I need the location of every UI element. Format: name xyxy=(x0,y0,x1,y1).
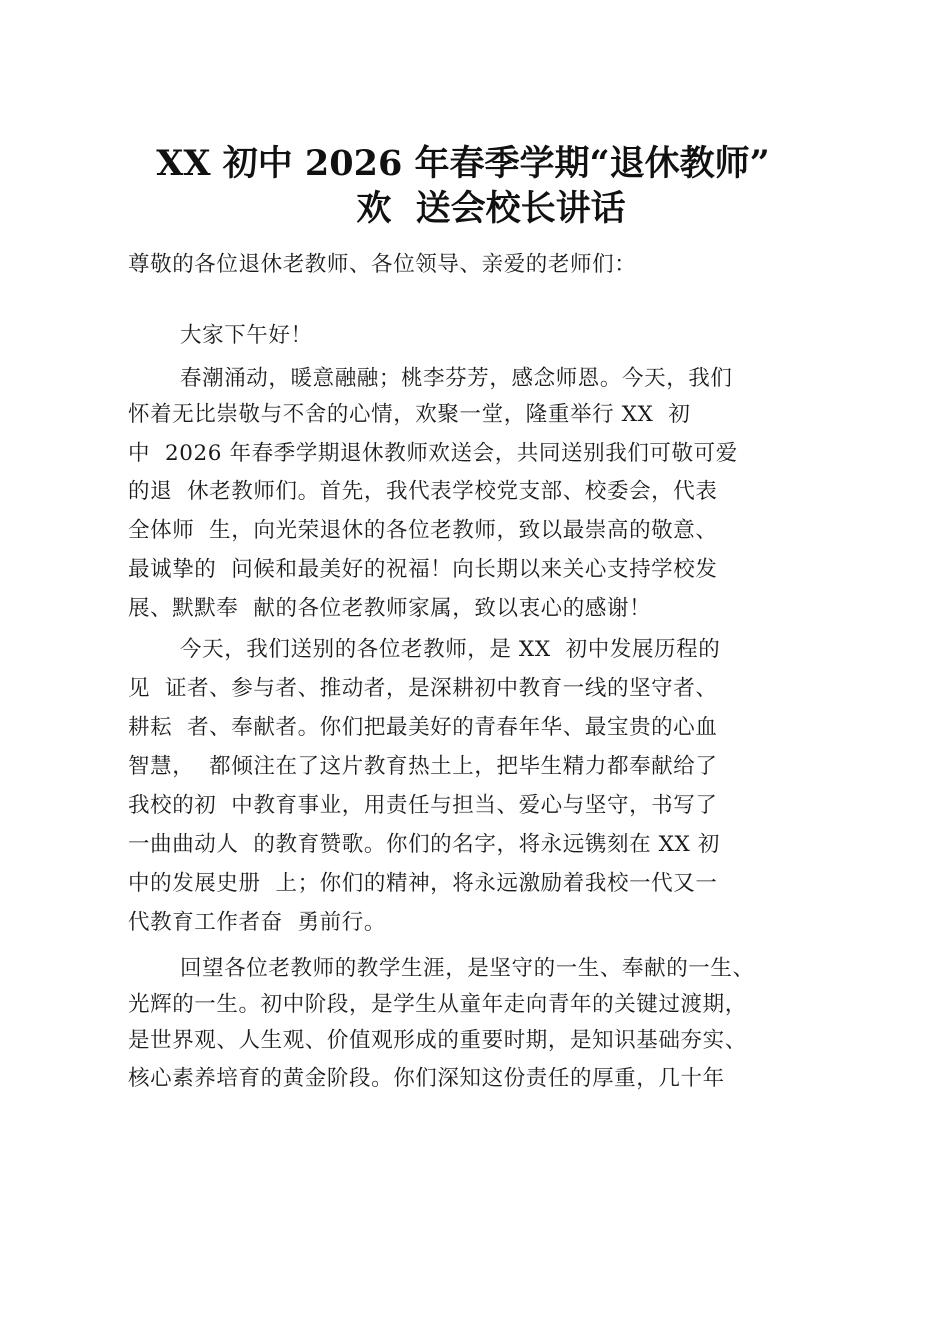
body-text-line: 怀着无比崇敬与不舍的心情，欢聚一堂，隆重举行 XX 初 xyxy=(128,402,691,427)
body-text-line: 中 2026 年春季学期退休教师欢送会，共同送别我们可敬可爱 xyxy=(128,441,738,466)
body-text-line: 中的发展史册 上；你们的精神，将永远激励着我校一代又一 xyxy=(128,871,718,896)
body-text-line: 见 证者、参与者、推动者，是深耕初中教育一线的坚守者、 xyxy=(128,676,718,701)
body-text-line: 回望各位老教师的教学生涯，是坚守的一生、奉献的一生、 xyxy=(180,956,755,981)
greeting-line: 大家下午好！ xyxy=(180,323,313,348)
body-text-line: 春潮涌动，暖意融融；桃李芬芳，感念师恩。今天，我们 xyxy=(180,366,733,391)
document-title-line-1: XX 初中 2026 年春季学期“退休教师” xyxy=(156,143,770,184)
body-text-line: 代教育工作者奋 勇前行。 xyxy=(128,910,386,935)
body-text-line: 全体师 生，向光荣退休的各位老教师，致以最崇高的敬意、 xyxy=(128,518,718,543)
body-text-line: 的退 休老教师们。首先，我代表学校党支部、校委会，代表 xyxy=(128,479,718,504)
body-text-line: 我校的初 中教育事业，用责任与担当、爱心与坚守，书写了 xyxy=(128,793,718,818)
salutation-line: 尊敬的各位退休老教师、各位领导、亲爱的老师们： xyxy=(128,252,637,277)
document-title-line-2: 欢 送会校长讲话 xyxy=(356,188,626,229)
body-text-line: 耕耘 者、奉献者。你们把最美好的青春年华、最宝贵的心血 xyxy=(128,715,718,740)
body-text-line: 光辉的一生。初中阶段，是学生从童年走向青年的关键过渡期， xyxy=(128,992,747,1017)
body-text-line: 核心素养培育的黄金阶段。你们深知这份责任的厚重，几十年 xyxy=(128,1066,725,1091)
body-text-line: 一曲曲动人 的教育赞歌。你们的名字，将永远镌刻在 XX 初 xyxy=(128,832,720,857)
body-text-line: 最诚挚的 问候和最美好的祝福！向长期以来关心支持学校发 xyxy=(128,557,718,582)
body-text-line: 今天，我们送别的各位老教师，是 XX 初中发展历程的 xyxy=(180,637,721,662)
body-text-line: 展、默默奉 献的各位老教师家属，致以衷心的感谢！ xyxy=(128,596,652,621)
body-text-line: 是世界观、人生观、价值观形成的重要时期，是知识基础夯实、 xyxy=(128,1028,747,1053)
body-text-line: 智慧， 都倾注在了这片教育热土上，把毕生精力都奉献给了 xyxy=(128,754,718,779)
